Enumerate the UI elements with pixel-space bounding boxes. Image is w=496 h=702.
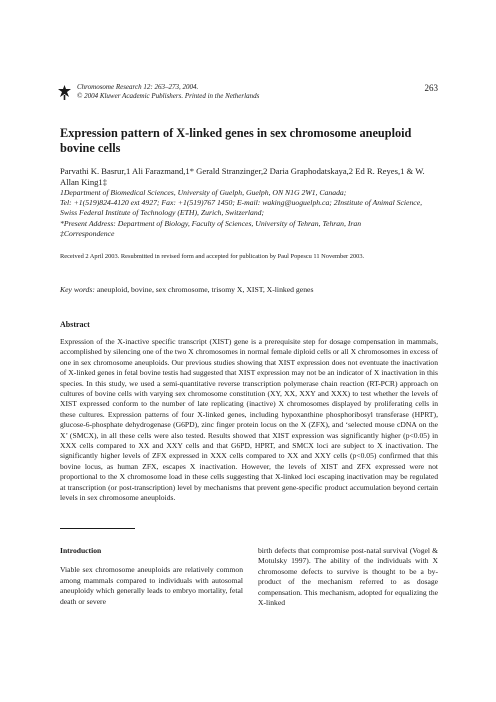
abstract-body: Expression of the X-inactive specific transcript (XIST) gene is a prerequisite step for dosage compensation in mammals, accomplished by silencing one of the two X chromosomes in normal female diploid cells or all X chromosomes in excess of one in sex chromosome aneuploids. Our previous studies showing that XIST expression does not eventuate the inactivation of X-linked genes in fetal bovine testis had suggested that XIST expression may not be an indicator of X inactivation in this species. In this study, we used a semi-quantitative reverse transcription polymerase chain reaction (RT-PCR) approach on cultures of bovine cells with varying sex chromosome constitution (XY, XX, XXY and XXX) to test whether the levels of XIST expressed conform to the number of late replicating (inactive) X chromosomes displayed by proliferating cells in these cultures. Expression patterns of four X-linked genes, including hypoxanthine phosphoribosyl transferase (HPRT), glucose-6-phosphate dehydrogenase (G6PD), zinc finger protein locus on the X (ZFX), and ‘selected mouse cDNA on the X’ (SMCX), in all these cells were also tested. Results showed that XIST expression was significantly higher (p<0.05) in XXX cells compared to XX and XXY cells and that G6PD, HPRT, and SMCX loci are subject to X inactivation. The significantly higher levels of ZFX expressed in XXX cells compared to XX and XXY cells (p<0.05) confirmed that this bovine locus, as human ZFX, escapes X inactivation. However, the levels of XIST and ZFX expressed were not proportional to the X chromosome load in these cells suggesting that X-linked loci escaping inactivation may be regulated at transcription (or post-transcription) level by mechanisms that prevent gene-specific product accumulation beyond certain levels in sex chromosome aneuploids. xyxy=(60,337,438,503)
affiliation-2: Tel: +1(519)824-4120 ext 4927; Fax: +1(519)767 1450; E-mail: waking@uoguelph.ca; 2Institute of Animal Science, Swiss Federal Institute of Technology (ETH), Zurich, Switzerland; xyxy=(60,198,423,218)
publisher-line: © 2004 Kluwer Academic Publishers. Printed in the Netherlands xyxy=(77,92,260,100)
affiliation-4: ‡Correspondence xyxy=(60,228,115,238)
author-list: Parvathi K. Basrur,1 Ali Farazmand,1* Gerald Stranzinger,2 Daria Graphodatskaya,2 Ed R. Reyes,1 & W. Allan King1‡ xyxy=(60,166,425,187)
introduction-col1: Viable sex chromosome aneuploids are relatively common among mammals compared to individuals with autosomal aneuploidy which generally leads to embryo mortality, fetal death or severe xyxy=(60,565,243,606)
keywords xyxy=(60,285,438,294)
left-column xyxy=(60,546,243,607)
affiliations xyxy=(60,188,438,239)
journal-line: Chromosome Research 12: 263–273, 2004. xyxy=(77,83,199,91)
affiliation-1: 1Department of Biomedical Sciences, University of Guelph, Guelph, ON N1G 2W1, Canada; xyxy=(60,188,347,197)
introduction-heading: Introduction xyxy=(60,546,102,555)
affiliation-3: *Present Address: Department of Biology, Faculty of Sciences, University of Tehran, Tehran, Iran xyxy=(60,218,362,228)
abstract-heading: Abstract xyxy=(60,320,90,329)
keywords-label: Key words: xyxy=(60,285,95,294)
page-number: 263 xyxy=(424,83,438,93)
publisher-logo-icon xyxy=(58,85,71,100)
paper-title: Expression pattern of X-linked genes in sex chromosome aneuploid bovine cells xyxy=(60,126,412,155)
received-note: Received 2 April 2003. Resubmitted in revised form and accepted for publication by Paul Popescu 11 November 2003. xyxy=(60,253,365,260)
introduction-col2: birth defects that compromise post-natal survival (Vogel & Motulsky 1997). The ability of the individuals with X chromosome defects to survive is thought to be a by-product of the mechanism referred to as dosage compensation. This mechanism, adopted for equalizing the X-linked xyxy=(258,546,438,608)
section-divider xyxy=(60,528,135,529)
keywords-text: aneuploid, bovine, sex chromosome, trisomy X, XIST, X-linked genes xyxy=(96,285,314,294)
